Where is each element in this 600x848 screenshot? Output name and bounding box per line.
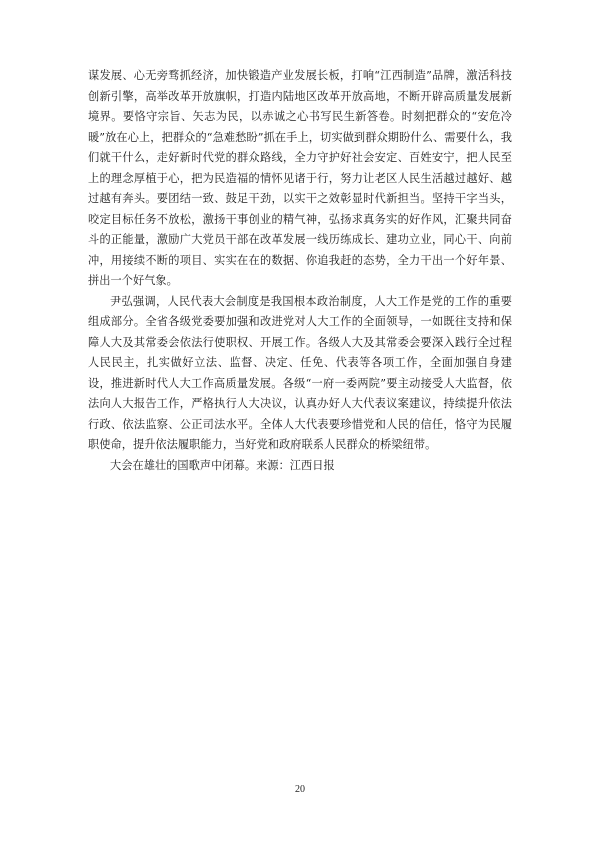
paragraph-2: 尹弘强调，人民代表大会制度是我国根本政治制度，人大工作是党的工作的重要组成部分。全省各级党委要加强和改进党对人大工作的全面领导，一如既往支持和保障人大及其常委会依法行使职权、开展工作。各级人大及其常委会要深入践行全过程人民民主，扎实做好立法、监督、决定、任免、代表等各项工作，全面加强自身建设，推进新时代人大工作高质量发展。各级“一府一委两院”要主动接受人大监督，依法向人大报告工作，严格执行人大决议，认真办好人大代表议案建议，持续提升依法行政、依法监察、公正司法水平。全体人大代表要珍惜党和人民的信任，恪守为民履职使命，提升依法履职能力，当好党和政府联系人民群众的桥梁纽带。 bbox=[88, 294, 512, 451]
page-number: 20 bbox=[295, 784, 305, 795]
paragraph-3: 大会在雄壮的国歌声中闭幕。来源：江西日报 bbox=[110, 458, 335, 472]
article-body bbox=[88, 66, 512, 476]
paragraph-1: 谋发展、心无旁骛抓经济，加快锻造产业发展长板，打响“江西制造”品牌，激活科技创新引擎，高举改革开放旗帜，打造内陆地区改革开放高地，不断开辟高质量发展新境界。要恪守宗旨、矢志为民，以赤诚之心书写民生新答卷。时刻把群众的“安危冷暖”放在心上，把群众的“急难愁盼”抓在手上，切实做到群众期盼什么、需要什么，我们就干什么，走好新时代党的群众路线，全力守护好社会安定、百姓安宁，把人民至上的理念厚植于心，把为民造福的情怀见诸于行，努力让老区人民生活越过越好、越过越有奔头。要团结一致、鼓足干劲，以实干之效彰显时代新担当。坚持干字当头，咬定目标任务不放松，激扬干事创业的精气神，弘扬求真务实的好作风，汇聚共同奋斗的正能量，激励广大党员干部在改革发展一线历练成长、建功立业，同心干、向前冲，用接续不断的项目、实实在在的数据、你追我赶的态势，全力干出一个好年景、拼出一个好气象。 bbox=[88, 69, 512, 287]
